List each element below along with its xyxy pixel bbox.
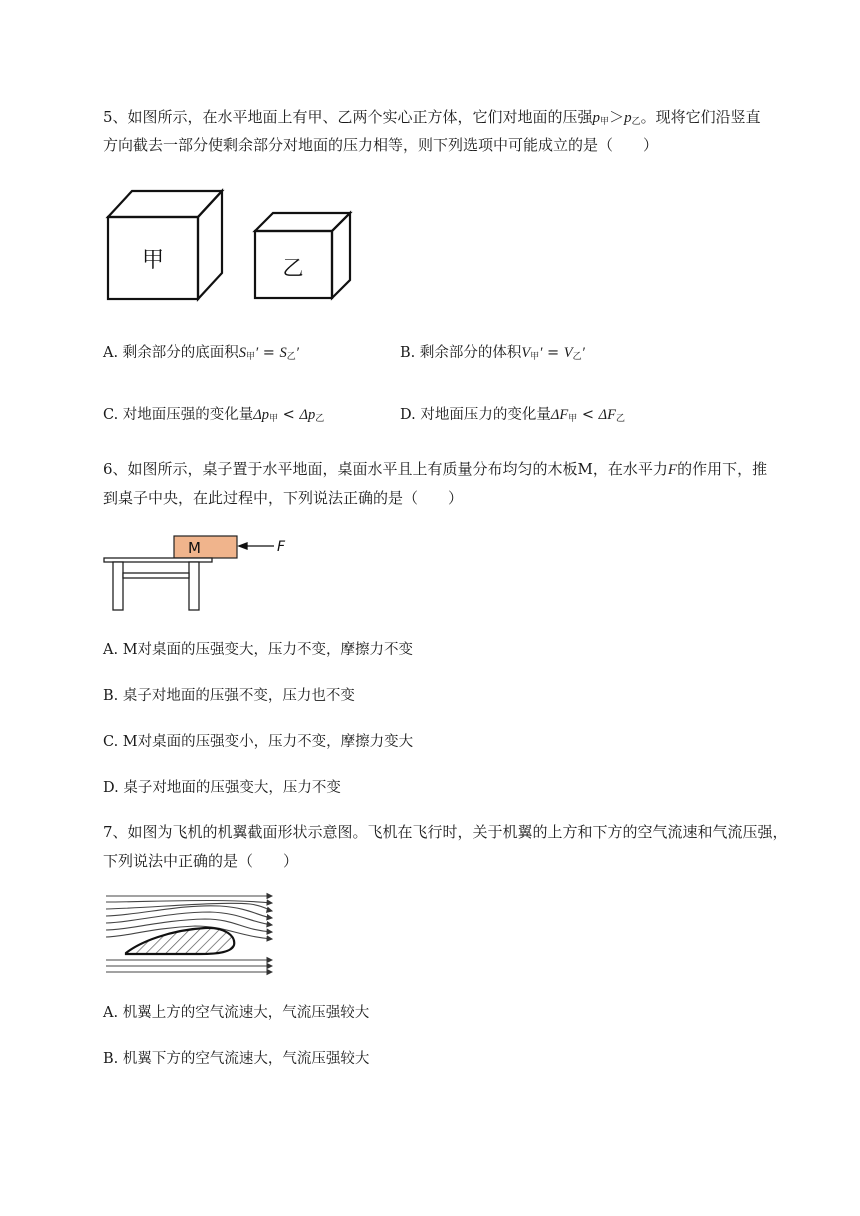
p-yi-symbol: $p_乙$ [624,110,641,126]
q5-option-b: B. 剩余部分的体积$V_甲' = V_乙'$ [400,345,585,361]
q5-stem-line2: 方向截去一部分使剩余部分对地面的压力相等，则下列选项中可能成立的是（ ） [103,136,659,154]
q6-option-b: B. 桌子对地面的压强不变，压力也不变 [103,688,355,704]
force-arrow [239,543,274,549]
q5-option-a: A. 剩余部分的底面积$S_甲' = S_乙'$ [103,345,299,361]
q5-cubes-figure [100,185,360,305]
q6-stem-line1: 6、如图所示，桌子置于水平地面，桌面水平且上有质量分布均匀的木板M，在水平力F的作用下，推 [103,460,768,478]
board-m-label: M [188,539,201,557]
q5-stem-text: 5、如图所示，在水平地面上有甲、乙两个实心正方体，它们对地面的压强 [103,108,593,126]
q5-stem-line1 [103,107,761,131]
q6-option-d: D. 桌子对地面的压强变大，压力不变 [103,780,341,796]
q7-stem-line2: 下列说法中正确的是（ ） [103,852,299,870]
cube-jia [108,191,222,299]
q6-stem-line2: 到桌子中央，在此过程中，下列说法正确的是（ ） [103,489,464,507]
p-jia-symbol: $p_甲$ [592,110,610,126]
cube-jia-label: 甲 [141,248,165,273]
greater-than-sign: ＞ [609,108,625,126]
q5-option-c: C. 对地面压强的变化量$\Delta p_甲 < \Delta p_乙$ [103,407,325,423]
table [104,558,212,610]
q7-airfoil-figure [100,890,280,980]
q7-stem-line1: 7、如图为飞机的机翼截面形状示意图。飞机在飞行时，关于机翼的上方和下方的空气流速和气流压强， [103,823,788,841]
q6-table-figure [100,533,300,615]
cube-yi-label: 乙 [282,256,304,280]
q7-option-b: B. 机翼下方的空气流速大，气流压强较大 [103,1051,370,1067]
q5-option-d: D. 对地面压力的变化量$\Delta F_甲 < \Delta F_乙$ [400,407,625,423]
board-m [174,536,237,558]
force-f-symbol: F [667,462,678,478]
q5-stem-text-end: 。现将它们沿竖直 [640,108,761,126]
q6-option-a: A. M对桌面的压强变大，压力不变，摩擦力不变 [103,642,414,658]
q7-option-a: A. 机翼上方的空气流速大，气流压强较大 [103,1005,370,1021]
force-label: F [277,539,286,555]
q6-option-c: C. M对桌面的压强变小，压力不变，摩擦力变大 [103,734,414,750]
